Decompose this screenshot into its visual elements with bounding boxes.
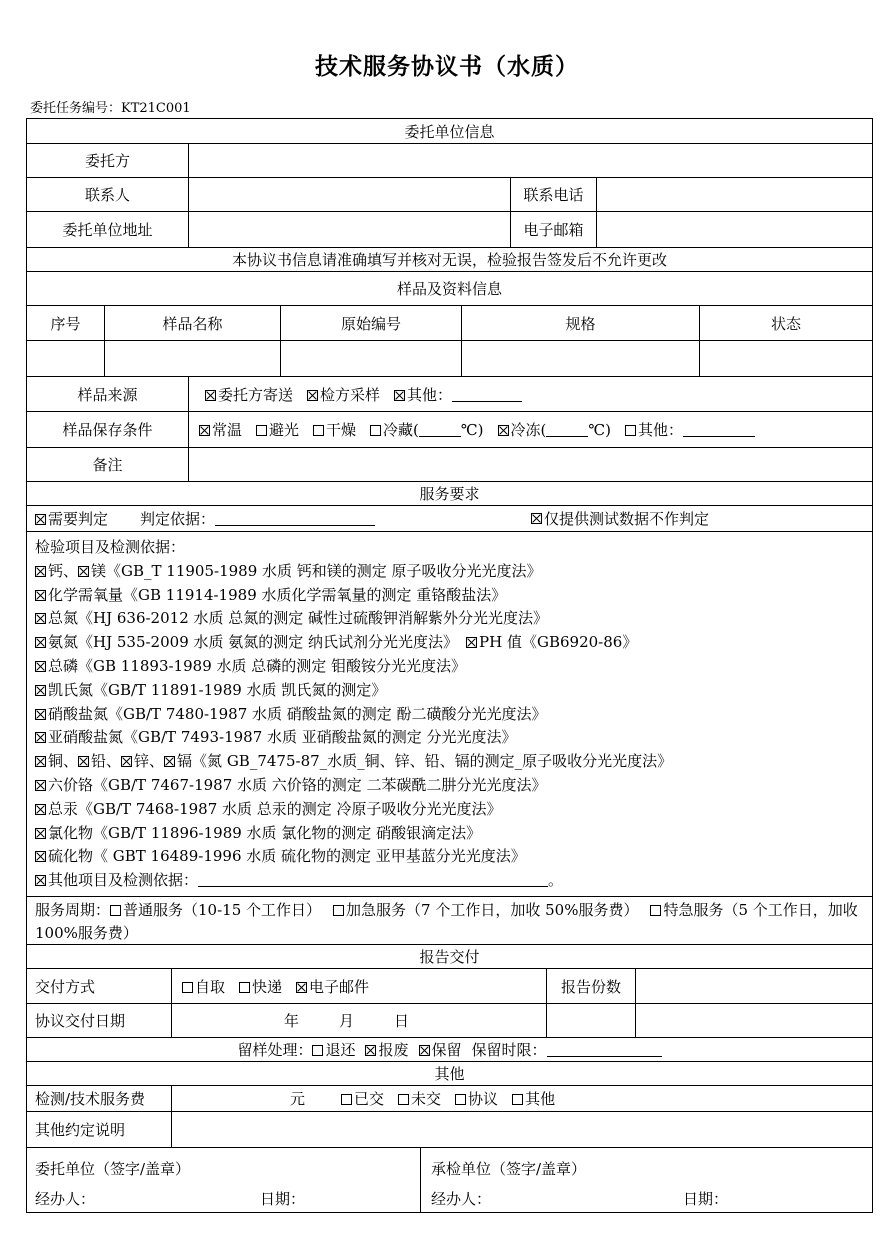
checkbox-icon[interactable]	[650, 905, 661, 916]
storage-option-refrigerate[interactable]: 冷藏( ℃)	[370, 419, 484, 440]
refrigerate-temp-blank[interactable]	[419, 422, 461, 437]
checkbox-checked-icon[interactable]	[365, 1045, 376, 1056]
freeze-temp-blank[interactable]	[546, 422, 588, 437]
address-row	[27, 211, 872, 247]
client-signature-label: 委托单位（签字/盖章）	[35, 1160, 191, 1178]
delivery-date-row	[27, 1003, 872, 1037]
checkbox-checked-icon[interactable]	[35, 661, 46, 672]
checkbox-checked-icon[interactable]	[35, 590, 46, 601]
list-item[interactable]: 氯化物《GB/T 11896-1989 水质 氯化物的测定 硝酸银滴定法》	[35, 822, 868, 846]
checkbox-checked-icon[interactable]	[531, 513, 542, 524]
checkbox-checked-icon[interactable]	[121, 756, 132, 767]
day-label: 日	[394, 1012, 410, 1030]
checkbox-checked-icon[interactable]	[78, 566, 89, 577]
retention-label: 留样处理：	[237, 1041, 313, 1059]
judge-group	[35, 506, 535, 531]
agreement-form	[26, 118, 873, 1213]
checkbox-icon[interactable]	[625, 425, 636, 436]
retention-row	[27, 1037, 872, 1061]
list-item[interactable]: 六价铬《GB/T 7467-1987 水质 六价铬的测定 二苯碳酰二肼分光光度法》	[35, 774, 868, 798]
notice-text: 本协议书信息请准确填写并核对无误，检验报告签发后不允许更改	[231, 251, 667, 269]
page-title: 技术服务协议书（水质）	[315, 54, 579, 80]
report-copies-field[interactable]	[635, 969, 872, 1003]
delivery-option-courier[interactable]: 快递	[239, 976, 282, 997]
checkbox-checked-icon[interactable]	[35, 756, 46, 767]
source-other-blank[interactable]	[452, 387, 522, 402]
delivery-header: 报告交付	[419, 948, 480, 966]
checkbox-icon[interactable]	[182, 982, 193, 993]
fee-row	[27, 1085, 872, 1111]
checkbox-checked-icon[interactable]	[35, 637, 46, 648]
lab-signature[interactable]	[420, 1148, 872, 1212]
delivery-option-pickup[interactable]: 自取	[182, 976, 225, 997]
checkbox-checked-icon[interactable]	[35, 732, 46, 743]
judge-basis-label: 判定依据：	[140, 510, 216, 528]
list-item[interactable]: 硝酸盐氮《GB/T 7480-1987 水质 硝酸盐氮的测定 酚二磺酸分光光度法》	[35, 703, 868, 727]
list-item[interactable]: 氨氮《HJ 535-2009 水质 氨氮的测定 纳氏试剂分光光度法》 PH 值《GB6920-86》	[35, 631, 868, 655]
retention-option-return[interactable]: 退还	[312, 1039, 355, 1060]
fee-option-agreement[interactable]: 协议	[455, 1088, 498, 1109]
list-item[interactable]: 化学需氧量《GB 11914-1989 水质化学需氧量的测定 重铬酸盐法》	[35, 584, 868, 608]
checkbox-checked-icon[interactable]	[35, 828, 46, 839]
client-info-header-row	[27, 119, 872, 143]
other-header: 其他	[434, 1065, 465, 1083]
sample-data-row	[27, 340, 872, 376]
list-item[interactable]: 铜、 铅、 锌、 镉《氮 GB_7475-87_水质_铜、锌、铅、镉的测定_原子吸收分光光度法》	[35, 750, 868, 774]
checkbox-icon[interactable]	[256, 425, 267, 436]
delivery-date-blank-2[interactable]	[635, 1004, 872, 1037]
checkbox-checked-icon[interactable]	[164, 756, 175, 767]
other-items-blank[interactable]	[198, 872, 548, 887]
contact-field[interactable]	[188, 178, 510, 211]
col-seq: 序号	[50, 314, 81, 333]
sample-spec-field[interactable]	[461, 341, 699, 376]
sample-seq-field[interactable]	[27, 341, 104, 376]
client-row	[27, 143, 872, 177]
sample-status-field[interactable]	[699, 341, 872, 376]
sample-source-label: 样品来源	[77, 385, 138, 404]
remark-row	[27, 447, 872, 481]
sample-info-header-row	[27, 271, 872, 305]
sample-storage-row	[27, 411, 872, 447]
checkbox-icon[interactable]	[398, 1094, 409, 1105]
col-original-no: 原始编号	[280, 306, 461, 340]
period-option-urgent[interactable]: 加急服务（7 个工作日，加收 50%服务费）	[333, 901, 638, 919]
source-option-other[interactable]: 其他：	[394, 384, 522, 405]
delivery-date-blank-1[interactable]	[546, 1004, 635, 1037]
retention-group	[27, 1038, 872, 1061]
checkbox-checked-icon[interactable]	[199, 425, 210, 436]
checkbox-icon[interactable]	[333, 905, 344, 916]
client-label: 委托方	[84, 152, 130, 170]
email-label: 电子邮箱	[510, 212, 596, 247]
storage-option-freeze[interactable]: 冷冻( ℃)	[498, 419, 612, 440]
delivery-option-email[interactable]: 电子邮件	[296, 976, 369, 997]
delivery-method-label: 交付方式	[35, 977, 96, 996]
lab-signature-label: 承检单位（签字/盖章）	[431, 1160, 587, 1178]
period-option-express[interactable]: 特急服务（5 个工作日，加收 100%服务费）	[35, 901, 858, 942]
remark-label: 备注	[92, 456, 123, 474]
client-info-header: 委托单位信息	[404, 122, 495, 141]
fee-label: 检测/技术服务费	[35, 1090, 146, 1108]
delivery-method-options	[171, 969, 546, 1003]
judge-required-option[interactable]: 需要判定	[35, 508, 108, 529]
checkbox-checked-icon[interactable]	[35, 514, 46, 525]
checkbox-checked-icon[interactable]	[466, 637, 477, 648]
delivery-date-label: 协议交付日期	[35, 1012, 126, 1030]
source-option-client-send[interactable]: 委托方寄送	[205, 384, 293, 405]
list-item[interactable]: 凯氏氮《GB/T 11891-1989 水质 凯氏氮的测定》	[35, 679, 868, 703]
period-option-normal[interactable]: 普通服务（10-15 个工作日）	[110, 901, 321, 919]
list-item[interactable]: 总氮《HJ 636-2012 水质 总氮的测定 碱性过硫酸钾消解紫外分光光度法》	[35, 607, 868, 631]
task-number: 委托任务编号：KT21C001	[30, 101, 191, 116]
contact-row	[27, 177, 872, 211]
retention-option-scrap[interactable]: 报废	[365, 1039, 408, 1060]
list-item[interactable]: 总磷《GB 11893-1989 水质 总磷的测定 钼酸铵分光光度法》	[35, 655, 868, 679]
checkbox-checked-icon[interactable]	[35, 780, 46, 791]
checkbox-checked-icon[interactable]	[205, 390, 216, 401]
delivery-method-row	[27, 968, 872, 1003]
email-field[interactable]	[596, 212, 872, 247]
col-status: 状态	[699, 306, 872, 340]
checkbox-checked-icon[interactable]	[35, 875, 46, 886]
checkbox-icon[interactable]	[313, 425, 324, 436]
source-option-lab-sampling[interactable]: 检方采样	[307, 384, 380, 405]
checkbox-checked-icon[interactable]	[35, 566, 46, 577]
retention-option-keep[interactable]: 保留	[419, 1039, 462, 1060]
contact-label: 联系人	[84, 186, 130, 204]
sample-storage-label: 样品保存条件	[62, 421, 153, 439]
judge-row	[27, 505, 872, 531]
fee-yuan-label: 元	[290, 1090, 306, 1108]
report-copies-label: 报告份数	[546, 969, 635, 1003]
agreement-label: 其他约定说明	[35, 1121, 126, 1139]
sample-storage-options	[188, 412, 872, 447]
checkbox-checked-icon[interactable]	[394, 390, 405, 401]
test-items-list	[35, 536, 868, 893]
fee-options	[171, 1086, 872, 1111]
checkbox-icon[interactable]	[370, 425, 381, 436]
notice-row	[27, 247, 872, 271]
client-date-label: 日期：	[260, 1190, 306, 1208]
judge-basis-blank[interactable]	[215, 511, 375, 526]
list-item[interactable]: 亚硝酸盐氮《GB/T 7493-1987 水质 亚硝酸盐氮的测定 分光光度法》	[35, 726, 868, 750]
year-label: 年	[284, 1012, 300, 1030]
storage-other-blank[interactable]	[683, 422, 755, 437]
signature-row	[27, 1147, 872, 1212]
phone-label: 联系电话	[510, 178, 596, 211]
checkbox-checked-icon[interactable]	[35, 685, 46, 696]
list-item[interactable]: 总汞《GB/T 7468-1987 水质 总汞的测定 冷原子吸收分光光度法》	[35, 798, 868, 822]
test-items-title: 检验项目及检测依据：	[35, 538, 186, 556]
storage-option-dry[interactable]: 干燥	[313, 419, 356, 440]
data-only-option[interactable]: 仅提供测试数据不作判定	[531, 506, 872, 531]
checkbox-checked-icon[interactable]	[35, 851, 46, 862]
checkbox-checked-icon[interactable]	[35, 709, 46, 720]
checkbox-icon[interactable]	[239, 982, 250, 993]
client-field[interactable]	[188, 144, 872, 177]
service-period-row	[27, 896, 872, 944]
checkbox-checked-icon[interactable]	[35, 613, 46, 624]
address-field[interactable]	[188, 212, 510, 247]
list-item[interactable]: 其他项目及检测依据： 。	[35, 869, 868, 893]
delivery-header-row	[27, 944, 872, 968]
retention-period-blank[interactable]	[547, 1042, 662, 1057]
agreement-row	[27, 1111, 872, 1147]
checkbox-icon[interactable]	[455, 1094, 466, 1105]
service-header-row	[27, 481, 872, 505]
service-period	[35, 899, 866, 945]
storage-option-room-temp[interactable]: 常温	[199, 419, 242, 440]
agreement-field[interactable]	[171, 1112, 872, 1147]
checkbox-icon[interactable]	[312, 1045, 323, 1056]
checkbox-icon[interactable]	[512, 1094, 523, 1105]
checkbox-checked-icon[interactable]	[419, 1045, 430, 1056]
list-item[interactable]: 钙、 镁《GB_T 11905-1989 水质 钙和镁的测定 原子吸收分光光度法》	[35, 560, 868, 584]
month-label: 月	[339, 1012, 355, 1030]
col-spec: 规格	[461, 306, 699, 340]
remark-field[interactable]	[188, 448, 872, 481]
checkbox-checked-icon[interactable]	[498, 425, 509, 436]
service-period-label: 服务周期：	[35, 901, 111, 919]
delivery-date-field[interactable]	[171, 1004, 546, 1037]
storage-option-dark[interactable]: 避光	[256, 419, 299, 440]
sample-info-header: 样品及资料信息	[396, 280, 502, 298]
checkbox-checked-icon[interactable]	[307, 390, 318, 401]
retention-period-label: 保留时限：	[471, 1041, 547, 1059]
fee-option-paid[interactable]: 已交	[341, 1088, 384, 1109]
storage-option-other[interactable]: 其他：	[625, 419, 755, 440]
address-label: 委托单位地址	[62, 221, 153, 239]
fee-option-other[interactable]: 其他	[512, 1088, 555, 1109]
sample-columns-row	[27, 305, 872, 340]
client-signature[interactable]	[27, 1148, 420, 1212]
sample-source-row	[27, 376, 872, 411]
test-items-row	[27, 531, 872, 896]
checkbox-checked-icon[interactable]	[296, 982, 307, 993]
checkbox-checked-icon[interactable]	[35, 804, 46, 815]
other-header-row	[27, 1061, 872, 1085]
col-sample-name: 样品名称	[104, 306, 280, 340]
client-agent-label: 经办人：	[35, 1190, 96, 1208]
service-header: 服务要求	[419, 485, 480, 503]
checkbox-icon[interactable]	[110, 905, 121, 916]
fee-option-unpaid[interactable]: 未交	[398, 1088, 441, 1109]
checkbox-icon[interactable]	[341, 1094, 352, 1105]
sample-name-field[interactable]	[104, 341, 280, 376]
sample-original-no-field[interactable]	[280, 341, 461, 376]
lab-agent-label: 经办人：	[431, 1190, 492, 1208]
phone-field[interactable]	[596, 178, 872, 211]
checkbox-checked-icon[interactable]	[78, 756, 89, 767]
sample-source-options	[188, 377, 872, 411]
lab-date-label: 日期：	[683, 1190, 729, 1208]
list-item[interactable]: 硫化物《 GBT 16489-1996 水质 硫化物的测定 亚甲基蓝分光光度法》	[35, 845, 868, 869]
